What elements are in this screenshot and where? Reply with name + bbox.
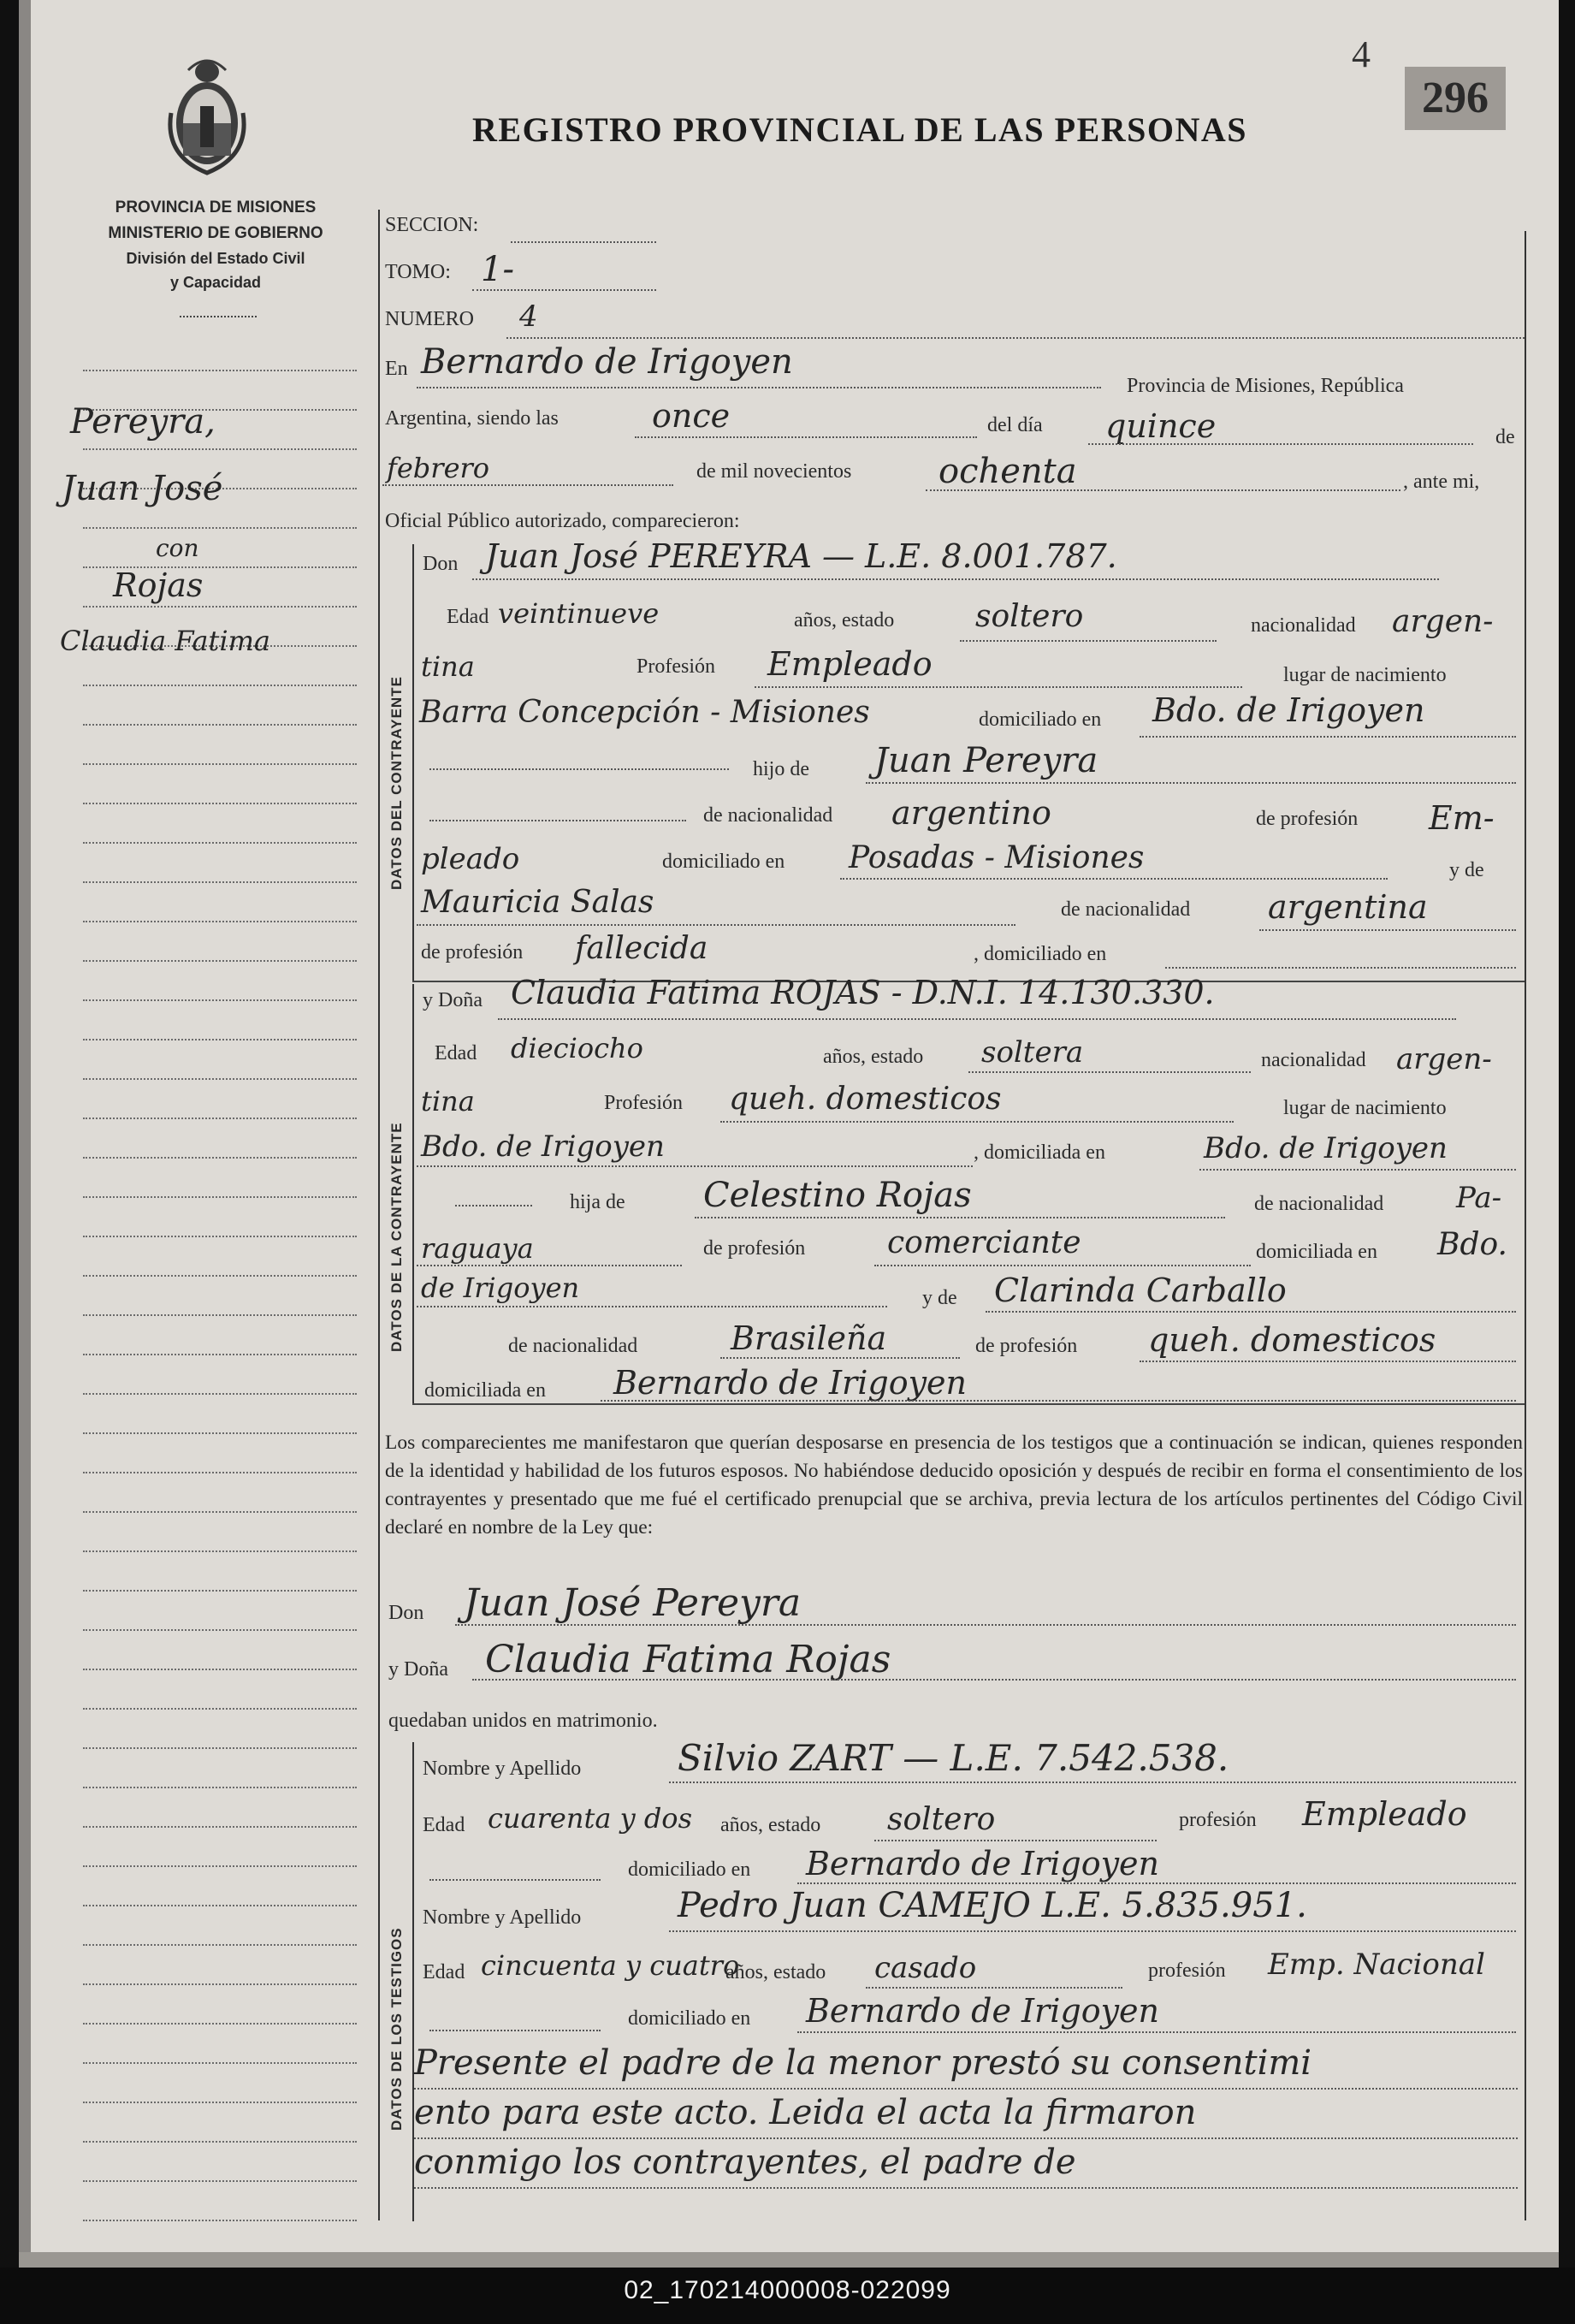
bride-mother-prof-line <box>1140 1361 1516 1362</box>
bride-father: Celestino Rojas <box>703 1176 972 1215</box>
decl-groom-name: Juan José Pereyra <box>464 1581 802 1625</box>
year-value: ochenta <box>938 452 1077 491</box>
w2-dom-label: domiciliado en <box>628 2007 751 2030</box>
witness-section-label: DATOS DE LOS TESTIGOS <box>388 1927 405 2131</box>
bride-profession: queh. domesticos <box>729 1082 1002 1117</box>
bride-y-de-label: y de <box>922 1287 957 1309</box>
note-line-3 <box>414 2187 1518 2189</box>
bride-blank-line <box>455 1205 532 1206</box>
groom-father-dom: Posadas - Misiones <box>849 840 1145 875</box>
page-title: REGISTRO PROVINCIAL DE LAS PERSONAS <box>472 110 1248 149</box>
binding-edge <box>19 0 31 2268</box>
bride-mother-dom-label: domiciliada en <box>424 1379 546 1402</box>
bride-father-dom-label: domiciliada en <box>1256 1241 1377 1263</box>
groom-status: soltero <box>975 599 1084 634</box>
heading-divider <box>180 316 257 318</box>
bride-father-dom-line <box>417 1306 887 1307</box>
register-page <box>19 0 1559 2268</box>
bride-lugar-label: lugar de nacimiento <box>1283 1097 1447 1119</box>
groom-mother-prof: fallecida <box>575 931 708 966</box>
bride-hija-label: hija de <box>570 1191 625 1213</box>
groom-mother-nat-line <box>1259 929 1516 931</box>
image-code: 02_170214000008-022099 <box>624 2276 951 2304</box>
w2-name: Pedro Juan CAMEJO L.E. 5.835.951. <box>678 1886 1307 1925</box>
w1-anos-label: años, estado <box>720 1814 821 1836</box>
groom-father-dom-line <box>840 878 1388 880</box>
bride-de-nac-label: de nacionalidad <box>1254 1193 1384 1215</box>
place-value: Bernardo de Irigoyen <box>421 342 793 382</box>
groom-section-border <box>412 544 414 981</box>
w1-dom-line <box>797 1882 1516 1884</box>
decl-groom-line <box>455 1624 1516 1626</box>
w1-dom-label: domiciliado en <box>628 1859 751 1881</box>
witness-note-line3: conmigo los contrayentes, el padre de <box>414 2143 1076 2182</box>
w2-name-line <box>669 1930 1516 1932</box>
division-heading: División del Estado Civil <box>126 250 305 267</box>
bride-mother-line <box>986 1311 1516 1313</box>
bride-section-border <box>412 984 414 1403</box>
tomo-line <box>472 289 656 291</box>
bride-nationality-b: tina <box>421 1085 475 1118</box>
bride-mother-dom: Bernardo de Irigoyen <box>613 1364 968 1402</box>
day-value: quince <box>1105 407 1217 445</box>
year-line <box>926 489 1400 491</box>
capacity-heading: y Capacidad <box>169 274 262 291</box>
bride-mother: Clarinda Carballo <box>994 1272 1287 1309</box>
groom-blank-line-2 <box>429 820 686 821</box>
groom-mother-nat-label: de nacionalidad <box>1061 898 1191 921</box>
bride-mother-dom-line <box>601 1400 1516 1402</box>
bride-father-prof-line <box>874 1265 1251 1266</box>
groom-hijo-label: hijo de <box>753 758 809 780</box>
groom-domiciliado-label: domiciliado en <box>979 708 1102 731</box>
bride-edad-label: Edad <box>435 1042 477 1064</box>
bride-name-line <box>498 1018 1456 1020</box>
decl-bride-name: Claudia Fatima Rojas <box>485 1638 891 1681</box>
w1-name-label: Nombre y Apellido <box>423 1758 582 1780</box>
bride-age: dieciocho <box>511 1032 643 1064</box>
bride-dona-label: y Doña <box>423 989 483 1011</box>
groom-profession: Empleado <box>767 645 933 683</box>
w1-name: Silvio ZART — L.E. 7.542.538. <box>678 1737 1229 1779</box>
bride-mother-nat-label: de nacionalidad <box>508 1335 638 1357</box>
groom-birthplace: Barra Concepción - Misiones <box>419 695 870 730</box>
groom-blank-line <box>429 768 729 770</box>
seccion-label: SECCION: <box>385 214 479 236</box>
folio-stamp: 296 <box>1405 67 1506 130</box>
bride-section-label: DATOS DE LA CONTRAYENTE <box>388 1122 405 1352</box>
margin-note-surname: Pereyra, <box>70 402 216 442</box>
margin-note-con: con <box>156 534 199 562</box>
provincia-label: Provincia de Misiones, República <box>1127 375 1404 397</box>
decl-closing: quedaban unidos en matrimonio. <box>388 1710 658 1732</box>
groom-mother-prof-label: de profesión <box>421 941 524 963</box>
decl-bride-line <box>472 1679 1516 1681</box>
witness-note-line2: ento para este acto. Leida el acta la firmaron <box>414 2093 1197 2132</box>
bride-nac-label: nacionalidad <box>1261 1049 1366 1071</box>
margin-note-given-name-2: Claudia Fatima <box>60 625 270 657</box>
day-line <box>1088 443 1473 445</box>
de-label: de <box>1495 426 1515 448</box>
w2-age: cincuenta y cuatro <box>481 1949 740 1982</box>
bride-father-line <box>695 1217 1225 1218</box>
w1-status-line <box>874 1840 1157 1841</box>
groom-father-prof-b: pleado <box>421 842 520 876</box>
w1-prof-label: profesión <box>1179 1809 1257 1831</box>
witness-note-line1: Presente el padre de la menor prestó su consentimi <box>414 2043 1312 2083</box>
groom-mother-line <box>417 924 1015 926</box>
ante-mi-label: , ante mi, <box>1403 471 1480 493</box>
groom-de-prof-label: de profesión <box>1256 808 1359 830</box>
groom-name-line <box>472 578 1439 580</box>
note-line-2 <box>414 2137 1518 2139</box>
groom-prof-label: Profesión <box>637 655 715 678</box>
margin-note-given-name: Juan José <box>62 469 223 508</box>
groom-nationality-a: argen- <box>1392 604 1494 639</box>
bride-birthplace: Bdo. de Irigoyen <box>421 1129 665 1164</box>
groom-nac-label: nacionalidad <box>1251 614 1356 637</box>
form-left-border <box>378 210 380 2220</box>
w2-dom: Bernardo de Irigoyen <box>806 1992 1160 2030</box>
mil-novecientos-label: de mil novecientos <box>696 460 852 483</box>
province-heading: PROVINCIA DE MISIONES <box>115 199 317 216</box>
bride-mother-nat-line <box>720 1357 960 1359</box>
note-line-1 <box>414 2088 1518 2090</box>
coat-of-arms-emblem <box>163 53 252 180</box>
numero-value: 4 <box>519 299 538 334</box>
argentina-label: Argentina, siendo las <box>385 407 559 430</box>
groom-section-label: DATOS DEL CONTRAYENTE <box>388 676 405 890</box>
form-right-border <box>1525 231 1526 2220</box>
groom-father: Juan Pereyra <box>874 741 1098 780</box>
decl-don-label: Don <box>388 1602 424 1624</box>
bride-profession-line <box>720 1121 1234 1123</box>
bride-mother-prof: queh. domesticos <box>1148 1321 1436 1359</box>
w1-edad-label: Edad <box>423 1814 465 1836</box>
w2-prof-label: profesión <box>1148 1959 1226 1982</box>
tomo-label: TOMO: <box>385 261 451 283</box>
w2-anos-label: años, estado <box>725 1961 826 1983</box>
bride-mother-prof-label: de profesión <box>975 1335 1078 1357</box>
w2-blank-line <box>429 2030 601 2031</box>
groom-don-label: Don <box>423 553 459 575</box>
w1-blank-line <box>429 1879 601 1881</box>
bride-father-nat-line <box>417 1265 682 1266</box>
groom-age: veintinueve <box>498 597 660 630</box>
groom-father-line <box>866 782 1516 784</box>
w2-status: casado <box>874 1951 977 1985</box>
numero-line <box>506 337 1525 339</box>
hour-value: once <box>652 397 731 435</box>
oficial-label: Oficial Público autorizado, comparecieron: <box>385 510 740 532</box>
groom-anos-label: años, estado <box>794 609 895 631</box>
groom-y-de-label: y de <box>1449 859 1484 881</box>
groom-mother: Mauricia Salas <box>421 885 654 920</box>
w2-status-line <box>866 1987 1122 1989</box>
bride-father-nat-a: Pa- <box>1456 1181 1502 1215</box>
groom-de-nac-label: de nacionalidad <box>703 804 833 827</box>
groom-edad-label: Edad <box>447 606 489 628</box>
bride-anos-label: años, estado <box>823 1046 924 1068</box>
bride-father-nat-b: raguaya <box>421 1232 534 1265</box>
decl-dona-label: y Doña <box>388 1658 448 1681</box>
w1-dom: Bernardo de Irigoyen <box>806 1845 1160 1882</box>
groom-domicile: Bdo. de Irigoyen <box>1152 691 1425 729</box>
bride-birthplace-line <box>417 1165 973 1167</box>
declaration-paragraph: Los comparecientes me manifestaron que querían desposarse en presencia de los testigos que a continuación se indican, quienes responden de la identidad y habilidad de los futuros esposos. No habiéndose deducido oposición y después de recibir en forma el consentimiento de los contrayentes y presentado que me fué el certificado prenupcial que se archiva, previa lectura de los artículos pertinentes del Código Civil declaré en nombre de la Ley que: <box>385 1432 1523 1538</box>
w1-status: soltero <box>887 1802 996 1837</box>
groom-mother-nat: argentina <box>1268 888 1428 926</box>
bride-section-bottom <box>412 1403 1525 1405</box>
groom-domicile-line <box>1140 736 1516 738</box>
month-value: febrero <box>387 452 490 484</box>
groom-father-nat: argentino <box>891 794 1051 832</box>
bride-domiciliada-label: , domiciliada en <box>974 1141 1105 1164</box>
bride-mother-nat: Brasileña <box>731 1319 887 1357</box>
place-line <box>417 387 1101 388</box>
w1-age: cuarenta y dos <box>488 1802 692 1835</box>
groom-status-line <box>960 640 1217 642</box>
w2-prof: Emp. Nacional <box>1268 1948 1485 1982</box>
w2-name-label: Nombre y Apellido <box>423 1906 582 1929</box>
groom-mother-dom-label: , domiciliado en <box>974 943 1107 965</box>
hour-line <box>635 436 977 438</box>
groom-father-dom-label: domiciliado en <box>662 851 785 873</box>
tomo-value: 1- <box>481 250 514 289</box>
w1-prof: Empleado <box>1302 1795 1467 1833</box>
groom-profession-line <box>755 686 1242 688</box>
groom-father-prof-a: Em- <box>1429 799 1495 837</box>
groom-name: Juan José PEREYRA — L.E. 8.001.787. <box>485 537 1117 575</box>
ministry-heading: MINISTERIO DE GOBIERNO <box>108 224 323 242</box>
margin-note-surname-2: Rojas <box>113 566 204 604</box>
bride-status: soltera <box>981 1035 1084 1070</box>
w1-name-line <box>669 1782 1516 1783</box>
bride-status-line <box>968 1071 1251 1073</box>
page-number: 4 <box>1352 33 1371 75</box>
bride-domicile: Bdo. de Irigoyen <box>1204 1131 1448 1165</box>
bride-domicile-line <box>1199 1169 1516 1171</box>
bride-de-prof-label: de profesión <box>703 1237 806 1260</box>
bride-father-dom-b: de Irigoyen <box>421 1272 580 1304</box>
bride-father-prof: comerciante <box>887 1225 1081 1260</box>
bride-father-dom-a: Bdo. <box>1437 1227 1507 1262</box>
month-line <box>382 484 673 486</box>
groom-lugar-label: lugar de nacimiento <box>1283 664 1447 686</box>
seccion-line <box>511 241 656 243</box>
bride-nationality-a: argen- <box>1396 1042 1492 1076</box>
bride-prof-label: Profesión <box>604 1092 683 1114</box>
groom-nationality-b: tina <box>421 650 475 683</box>
page-bottom-edge <box>19 2252 1559 2268</box>
del-dia-label: del día <box>987 414 1043 436</box>
groom-mother-dom-line <box>1165 967 1516 969</box>
w2-edad-label: Edad <box>423 1961 465 1983</box>
en-label: En <box>385 358 408 380</box>
w2-dom-line <box>797 2031 1516 2033</box>
bride-name: Claudia Fatima ROJAS - D.N.I. 14.130.330. <box>511 974 1215 1011</box>
numero-label: NUMERO <box>385 308 475 330</box>
